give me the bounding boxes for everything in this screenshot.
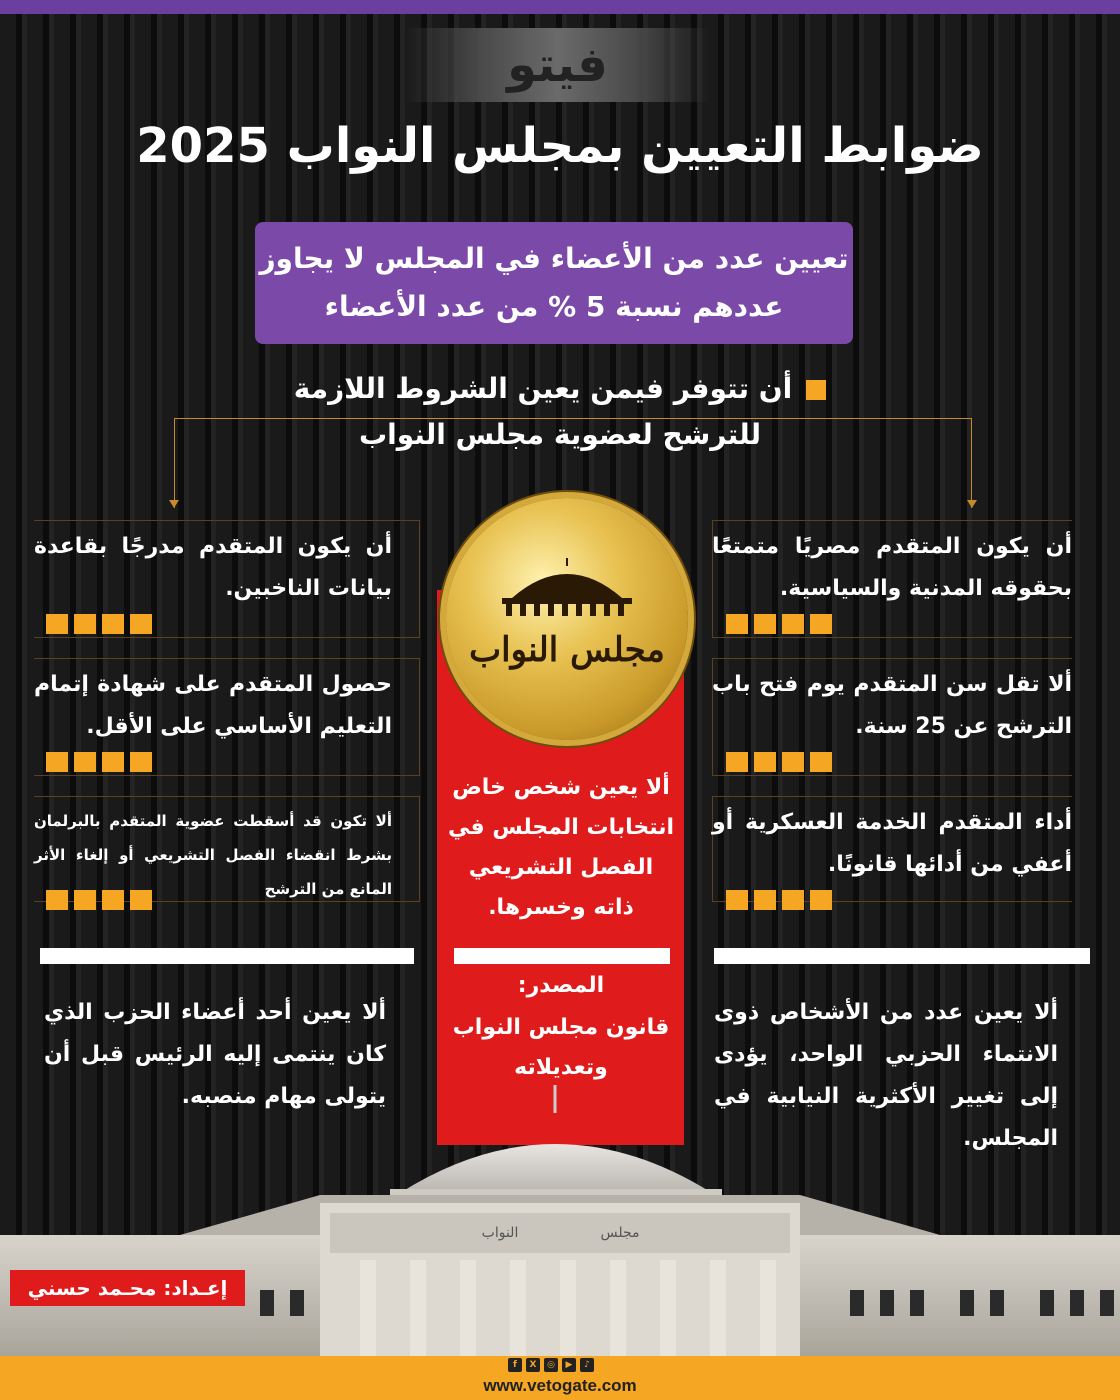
left-item-1-squares xyxy=(46,614,152,634)
right-item-3: أداء المتقدم الخدمة العسكرية أو أعفي من أدائها قانونًا. xyxy=(712,810,1072,877)
top-bar xyxy=(0,0,1120,14)
x-icon[interactable]: X xyxy=(526,1358,540,1372)
logo xyxy=(405,28,710,102)
right-item-3-squares xyxy=(726,890,832,910)
social-icons xyxy=(508,1358,594,1372)
dome-icon xyxy=(484,556,650,618)
arrow-right-icon xyxy=(967,500,977,508)
right-item-1: أن يكون المتقدم مصريًا متمتعًا بحقوقه المدنية والسياسية. xyxy=(712,534,1072,601)
left-item-3: ألا تكون قد أسقطت عضوية المتقدم بالبرلمان بشرط انقضاء الفصل التشريعي أو إلغاء الأثر المانع من الترشح xyxy=(34,812,392,898)
source-line-2: وتعديلاته xyxy=(514,1055,608,1080)
credit-label: إعـداد: محـمد حسني xyxy=(10,1270,245,1306)
intro-line-2: عددهم نسبة 5 % من عدد الأعضاء xyxy=(324,290,784,323)
condition-bullet xyxy=(806,380,826,400)
left-item-3-squares xyxy=(46,890,152,910)
condition-line-2: للترشح لعضوية مجلس النواب xyxy=(358,418,762,451)
website-link[interactable]: www.vetogate.com xyxy=(483,1376,637,1395)
bottom-left-item: ألا يعين أحد أعضاء الحزب الذي كان ينتمى إليه الرئيس قبل أن يتولى مهام منصبه. xyxy=(44,1000,386,1109)
right-item-2-squares xyxy=(726,752,832,772)
youtube-icon[interactable]: ▶ xyxy=(562,1358,576,1372)
left-item-1: أن يكون المتقدم مدرجًا بقاعدة بيانات الناخبين. xyxy=(34,534,392,601)
divider-center xyxy=(454,948,670,964)
connector-lines xyxy=(174,418,972,508)
medal-text: مجلس النواب xyxy=(469,630,665,670)
source-line-1: قانون مجلس النواب xyxy=(452,1015,670,1040)
center-text: ألا يعين شخص خاض انتخابات المجلس في الفصل التشريعي ذاته وخسرها. xyxy=(448,775,674,920)
right-item-2: ألا تقل سن المتقدم يوم فتح باب الترشح عن 25 سنة. xyxy=(712,672,1072,739)
parliament-medal xyxy=(446,498,688,740)
condition-line-1 xyxy=(0,372,1120,405)
condition-line-1-text: أن تتوفر فيمن يعين الشروط اللازمة xyxy=(293,372,793,405)
intro-line-1: تعيين عدد من الأعضاء في المجلس لا يجاوز xyxy=(259,242,849,275)
arrow-left-icon xyxy=(169,500,179,508)
building-sign-left: النواب xyxy=(481,1225,519,1241)
logo-text: فيتو xyxy=(507,37,608,93)
bottom-right-item: ألا يعين عدد من الأشخاص ذوى الانتماء الحزبي الواحد، يؤدى إلى تغيير الأكثرية النيابية في المجلس. xyxy=(714,1000,1058,1151)
tiktok-icon[interactable]: ♪ xyxy=(580,1358,594,1372)
facebook-icon[interactable]: f xyxy=(508,1358,522,1372)
divider-right xyxy=(714,948,1090,964)
intro-box xyxy=(255,222,853,344)
building-sign-right: مجلس xyxy=(600,1225,640,1241)
left-item-2-squares xyxy=(46,752,152,772)
source-label: المصدر: xyxy=(517,973,605,998)
divider-left xyxy=(40,948,414,964)
parliament-building-image xyxy=(0,1085,1120,1357)
left-item-2: حصول المتقدم على شهادة إتمام التعليم الأساسي على الأقل. xyxy=(34,672,392,739)
page-title: ضوابط التعيين بمجلس النواب 2025 xyxy=(136,118,984,174)
instagram-icon[interactable]: ◎ xyxy=(544,1358,558,1372)
right-item-1-squares xyxy=(726,614,832,634)
